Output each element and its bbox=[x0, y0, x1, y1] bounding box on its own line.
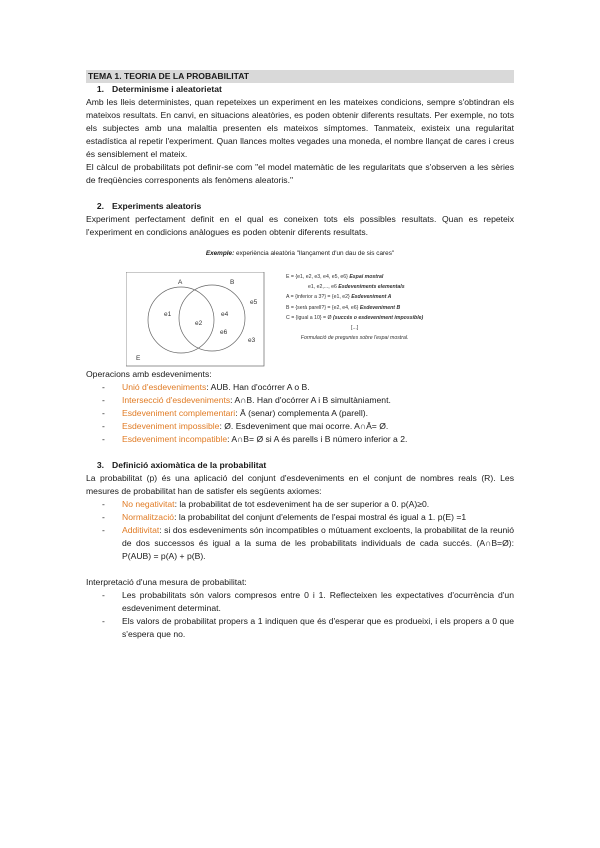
section-2-paragraph: Experiment perfectament definit en el qual es coneixen tots els possibles resultats. Quan es repeteix l'experiment en condicions anàlogues es poden obtenir diferents resultats. bbox=[86, 214, 514, 237]
operation-item: - Esdeveniment incompatible: A∩B= Ø si A és parells i B número inferior a 2. bbox=[102, 434, 408, 444]
element-e1: e1 bbox=[164, 311, 172, 318]
figure-caption: Exemple: experiència aleatòria "llançament d'un dau de sis cares" bbox=[205, 250, 395, 257]
desc-line: B = {serà parell?} = {e2, e4, e6} Esdeveniment B bbox=[286, 304, 401, 311]
sample-space-description bbox=[286, 272, 423, 343]
section-3-paragraph: La probabilitat (p) és una aplicació del conjunt d'esdeveniments en el conjunt de nombres reals (R). Les mesures de probabilitat han de satisfer els següents axiomes: bbox=[86, 473, 514, 496]
space-e-label: E bbox=[136, 355, 141, 362]
desc-line: E = {e1, e2, e3, e4, e5, e6} Espai mostral bbox=[286, 274, 384, 280]
section-3-heading: 3. Definició axiomàtica de la probabilitat bbox=[96, 460, 267, 470]
axiom-item: - Normalització: la probabilitat del conjunt d'elements de l'espai mostral és igual a 1. p(E) =1 bbox=[102, 512, 467, 522]
desc-line: A = {inferior a 3?} = {e1, e2} Esdeveniment A bbox=[286, 294, 392, 301]
sample-space-figure bbox=[86, 266, 514, 366]
section-1-paragraph-1: Amb les lleis deterministes, quan repeteixes un experiment en les mateixes condicions, sempre s'obtindran els mateixos resultats. En canvi, en situacions aleatòries, es poden obtenir diferents resultats. Per exemple, no tots els subjectes amb una malaltia presenten els mateixos símptomes. Tanmateix, existeix una regularitat estadística al repetir l'experiment. Quan llances moltes vegades una moneda, el nombre llançat de cares i creus és sensiblement el mateix. bbox=[86, 97, 514, 159]
operation-item: - Unió d'esdeveniments: AUB. Han d'ocórrer A o B. bbox=[102, 382, 310, 392]
set-a-label: A bbox=[178, 279, 183, 286]
interpretation-item: - Les probabilitats són valors compresos entre 0 i 1. Reflecteixen les expectatives d'ocurrència d'un esdeveniment determinat. bbox=[102, 590, 514, 613]
set-b-label: B bbox=[230, 279, 235, 286]
desc-line: e1, e2,..., e6 Esdeveniments elementals bbox=[308, 284, 405, 291]
element-e2: e2 bbox=[195, 320, 203, 327]
desc-line: C = {igual a 10} = Ø (succés o esdeveniment impossible) bbox=[286, 314, 424, 321]
element-e4: e4 bbox=[221, 311, 229, 318]
desc-line: Formulació de preguntes sobre l'espai mostral. bbox=[300, 335, 409, 342]
document-title: TEMA 1. TEORIA DE LA PROBABILITAT bbox=[86, 70, 514, 83]
axiom-item: - Additivitat: si dos esdeveniments són incompatibles o mútuament excloents, la probabilitat de la reunió de dos successos és igual a la suma de les probabilitats individuals de cada succés. (A∩B=Ø): P(AUB) = p(A) + p(B). bbox=[102, 525, 514, 561]
operation-item: - Esdeveniment complementari: Ā (senar) complementa A (parell). bbox=[102, 408, 368, 418]
operations-intro: Operacions amb esdeveniments: bbox=[86, 369, 212, 379]
interpretation-intro: Interpretació d'una mesura de probabilitat: bbox=[86, 577, 247, 587]
element-e6: e6 bbox=[220, 329, 228, 336]
venn-diagram bbox=[126, 272, 266, 368]
operation-item: - Intersecció d'esdeveniments: A∩B. Han d'ocórrer A i B simultàniament. bbox=[102, 395, 391, 405]
section-1-heading: 1. Determinisme i aleatorietat bbox=[96, 84, 222, 94]
section-1-paragraph-2: El càlcul de probabilitats pot definir-se com "el model matemàtic de les regularitats que s'observen a les sèries de freqüències corresponents als fenòmens aleatoris." bbox=[86, 162, 514, 185]
section-2-heading: 2. Experiments aleatoris bbox=[96, 201, 202, 211]
document-page bbox=[86, 70, 514, 641]
desc-line: [...] bbox=[351, 325, 359, 332]
axiom-item: - No negativitat: la probabilitat de tot esdeveniment ha de ser superior a 0. p(A)≥0. bbox=[102, 499, 430, 509]
element-e3: e3 bbox=[248, 337, 256, 344]
operation-item: - Esdeveniment impossible: Ø. Esdeveniment que mai ocorre. A∩Ā= Ø. bbox=[102, 421, 389, 431]
element-e5: e5 bbox=[250, 299, 258, 306]
interpretation-item: - Els valors de probabilitat propers a 1 indiquen que és d'esperar que es produeixi, i els propers a 0 que s'espera que no. bbox=[102, 616, 514, 639]
